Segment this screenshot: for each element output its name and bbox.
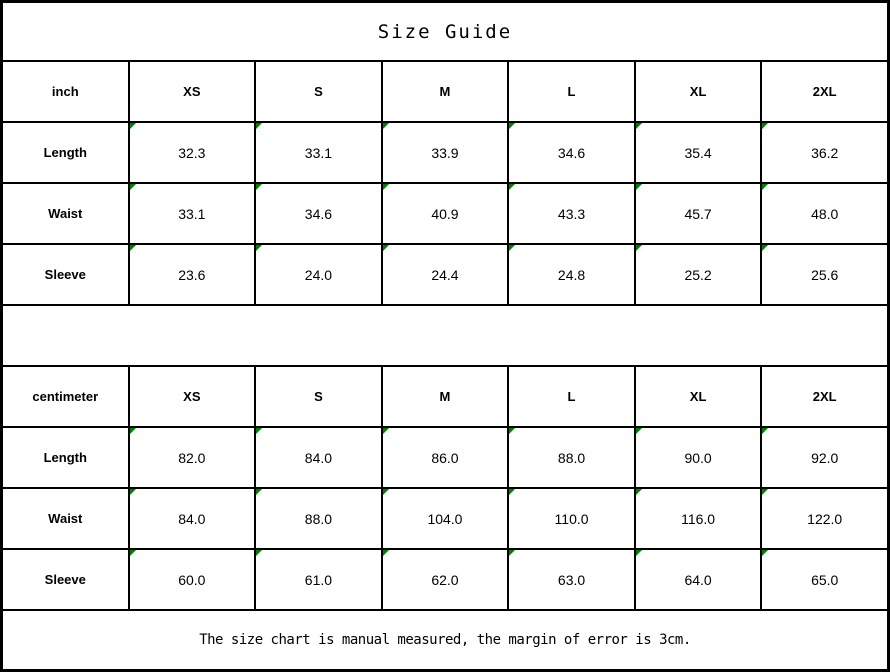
size-header-xs: XS <box>129 366 256 427</box>
measurement-value: 33.1 <box>304 144 333 161</box>
measurement-value: 90.0 <box>684 449 712 466</box>
stored-as-text-indicator-icon <box>130 123 136 129</box>
stored-as-text-indicator-icon <box>383 428 389 434</box>
table-row <box>2 549 888 610</box>
measurement-value: 84.0 <box>178 510 206 527</box>
spacer-cell <box>2 305 888 366</box>
measurement-value: 63.0 <box>557 571 586 588</box>
stored-as-text-indicator-icon <box>130 489 136 495</box>
value-cell <box>255 427 382 488</box>
measurement-value: 24.0 <box>304 266 333 283</box>
value-cell <box>508 488 635 549</box>
size-header-m: M <box>382 61 509 122</box>
measurement-value: 25.6 <box>811 266 839 283</box>
size-header-xl: XL <box>635 366 762 427</box>
row-label-sleeve: Sleeve <box>2 549 129 610</box>
value-cell <box>761 244 888 305</box>
value-cell <box>635 488 762 549</box>
value-cell <box>635 183 762 244</box>
measurement-value: 62.0 <box>431 571 459 588</box>
stored-as-text-indicator-icon <box>383 245 389 251</box>
measurement-value: 110.0 <box>554 510 589 527</box>
value-cell <box>635 549 762 610</box>
measurement-value: 34.6 <box>557 144 586 161</box>
size-header-l: L <box>508 61 635 122</box>
value-cell <box>761 183 888 244</box>
unit-header-centimeter: centimeter <box>2 366 129 427</box>
measurement-value: 43.3 <box>557 205 586 222</box>
table-row <box>2 244 888 305</box>
measurement-value: 88.0 <box>304 510 333 527</box>
unit-header-inch: inch <box>2 61 129 122</box>
stored-as-text-indicator-icon <box>636 428 642 434</box>
stored-as-text-indicator-icon <box>762 184 768 190</box>
stored-as-text-indicator-icon <box>762 428 768 434</box>
stored-as-text-indicator-icon <box>636 489 642 495</box>
measurement-value: 64.0 <box>684 571 712 588</box>
measurement-value: 92.0 <box>811 449 839 466</box>
stored-as-text-indicator-icon <box>636 245 642 251</box>
inch-header-row <box>2 61 888 122</box>
measurement-value: 61.0 <box>304 571 333 588</box>
row-label-length: Length <box>2 122 129 183</box>
measurement-value: 40.9 <box>431 205 459 222</box>
value-cell <box>508 427 635 488</box>
value-cell <box>761 427 888 488</box>
stored-as-text-indicator-icon <box>762 489 768 495</box>
value-cell <box>508 122 635 183</box>
value-cell <box>382 427 509 488</box>
value-cell <box>129 122 256 183</box>
value-cell <box>129 549 256 610</box>
measurement-value: 45.7 <box>684 205 712 222</box>
measurement-value: 116.0 <box>681 510 716 527</box>
row-label-waist: Waist <box>2 183 129 244</box>
measurement-value: 88.0 <box>557 449 586 466</box>
stored-as-text-indicator-icon <box>256 184 262 190</box>
size-header-m: M <box>382 366 509 427</box>
stored-as-text-indicator-icon <box>130 428 136 434</box>
stored-as-text-indicator-icon <box>636 550 642 556</box>
stored-as-text-indicator-icon <box>383 184 389 190</box>
value-cell <box>129 488 256 549</box>
stored-as-text-indicator-icon <box>509 428 515 434</box>
value-cell <box>635 122 762 183</box>
value-cell <box>508 244 635 305</box>
value-cell <box>129 427 256 488</box>
measurement-value: 84.0 <box>304 449 333 466</box>
row-label-sleeve: Sleeve <box>2 244 129 305</box>
table-row <box>2 488 888 549</box>
value-cell <box>635 427 762 488</box>
table-row <box>2 427 888 488</box>
table-row <box>2 183 888 244</box>
stored-as-text-indicator-icon <box>762 123 768 129</box>
stored-as-text-indicator-icon <box>636 123 642 129</box>
size-header-2xl: 2XL <box>761 366 888 427</box>
value-cell <box>761 488 888 549</box>
measurement-value: 65.0 <box>811 571 839 588</box>
size-header-s: S <box>255 61 382 122</box>
measurement-value: 33.9 <box>431 144 459 161</box>
footer-note: The size chart is manual measured, the margin of error is 3cm. <box>2 610 888 670</box>
value-cell <box>635 244 762 305</box>
size-header-xs: XS <box>129 61 256 122</box>
stored-as-text-indicator-icon <box>509 184 515 190</box>
measurement-value: 24.8 <box>557 266 586 283</box>
measurement-value: 33.1 <box>178 205 206 222</box>
value-cell <box>508 183 635 244</box>
stored-as-text-indicator-icon <box>256 123 262 129</box>
centimeter-header-row <box>2 366 888 427</box>
measurement-value: 48.0 <box>811 205 839 222</box>
value-cell <box>255 488 382 549</box>
measurement-value: 122.0 <box>807 510 843 527</box>
measurement-value: 82.0 <box>178 449 206 466</box>
stored-as-text-indicator-icon <box>383 489 389 495</box>
stored-as-text-indicator-icon <box>256 550 262 556</box>
title-row <box>2 2 888 61</box>
stored-as-text-indicator-icon <box>509 245 515 251</box>
stored-as-text-indicator-icon <box>130 245 136 251</box>
page-title: Size Guide <box>2 2 888 61</box>
stored-as-text-indicator-icon <box>509 550 515 556</box>
value-cell <box>129 244 256 305</box>
stored-as-text-indicator-icon <box>636 184 642 190</box>
value-cell <box>129 183 256 244</box>
stored-as-text-indicator-icon <box>256 245 262 251</box>
stored-as-text-indicator-icon <box>256 489 262 495</box>
stored-as-text-indicator-icon <box>383 123 389 129</box>
measurement-value: 35.4 <box>684 144 712 161</box>
value-cell <box>382 244 509 305</box>
row-label-waist: Waist <box>2 488 129 549</box>
stored-as-text-indicator-icon <box>256 428 262 434</box>
measurement-value: 34.6 <box>304 205 333 222</box>
value-cell <box>382 549 509 610</box>
value-cell <box>761 122 888 183</box>
measurement-value: 25.2 <box>684 266 712 283</box>
measurement-value: 86.0 <box>431 449 459 466</box>
stored-as-text-indicator-icon <box>130 550 136 556</box>
measurement-value: 23.6 <box>178 266 206 283</box>
value-cell <box>382 122 509 183</box>
table-row <box>2 122 888 183</box>
measurement-value: 24.4 <box>431 266 459 283</box>
value-cell <box>382 488 509 549</box>
value-cell <box>382 183 509 244</box>
size-header-xl: XL <box>635 61 762 122</box>
spacer-row <box>2 305 888 366</box>
value-cell <box>255 183 382 244</box>
stored-as-text-indicator-icon <box>762 550 768 556</box>
size-header-2xl: 2XL <box>761 61 888 122</box>
value-cell <box>255 122 382 183</box>
value-cell <box>255 549 382 610</box>
measurement-value: 36.2 <box>811 144 839 161</box>
stored-as-text-indicator-icon <box>509 489 515 495</box>
size-header-s: S <box>255 366 382 427</box>
size-guide-table <box>1 1 889 671</box>
value-cell <box>255 244 382 305</box>
footer-row <box>2 610 888 670</box>
stored-as-text-indicator-icon <box>762 245 768 251</box>
stored-as-text-indicator-icon <box>130 184 136 190</box>
value-cell <box>508 549 635 610</box>
measurement-value: 104.0 <box>427 510 463 527</box>
row-label-length: Length <box>2 427 129 488</box>
stored-as-text-indicator-icon <box>383 550 389 556</box>
measurement-value: 32.3 <box>178 144 206 161</box>
measurement-value: 60.0 <box>178 571 206 588</box>
stored-as-text-indicator-icon <box>509 123 515 129</box>
size-header-l: L <box>508 366 635 427</box>
value-cell <box>761 549 888 610</box>
